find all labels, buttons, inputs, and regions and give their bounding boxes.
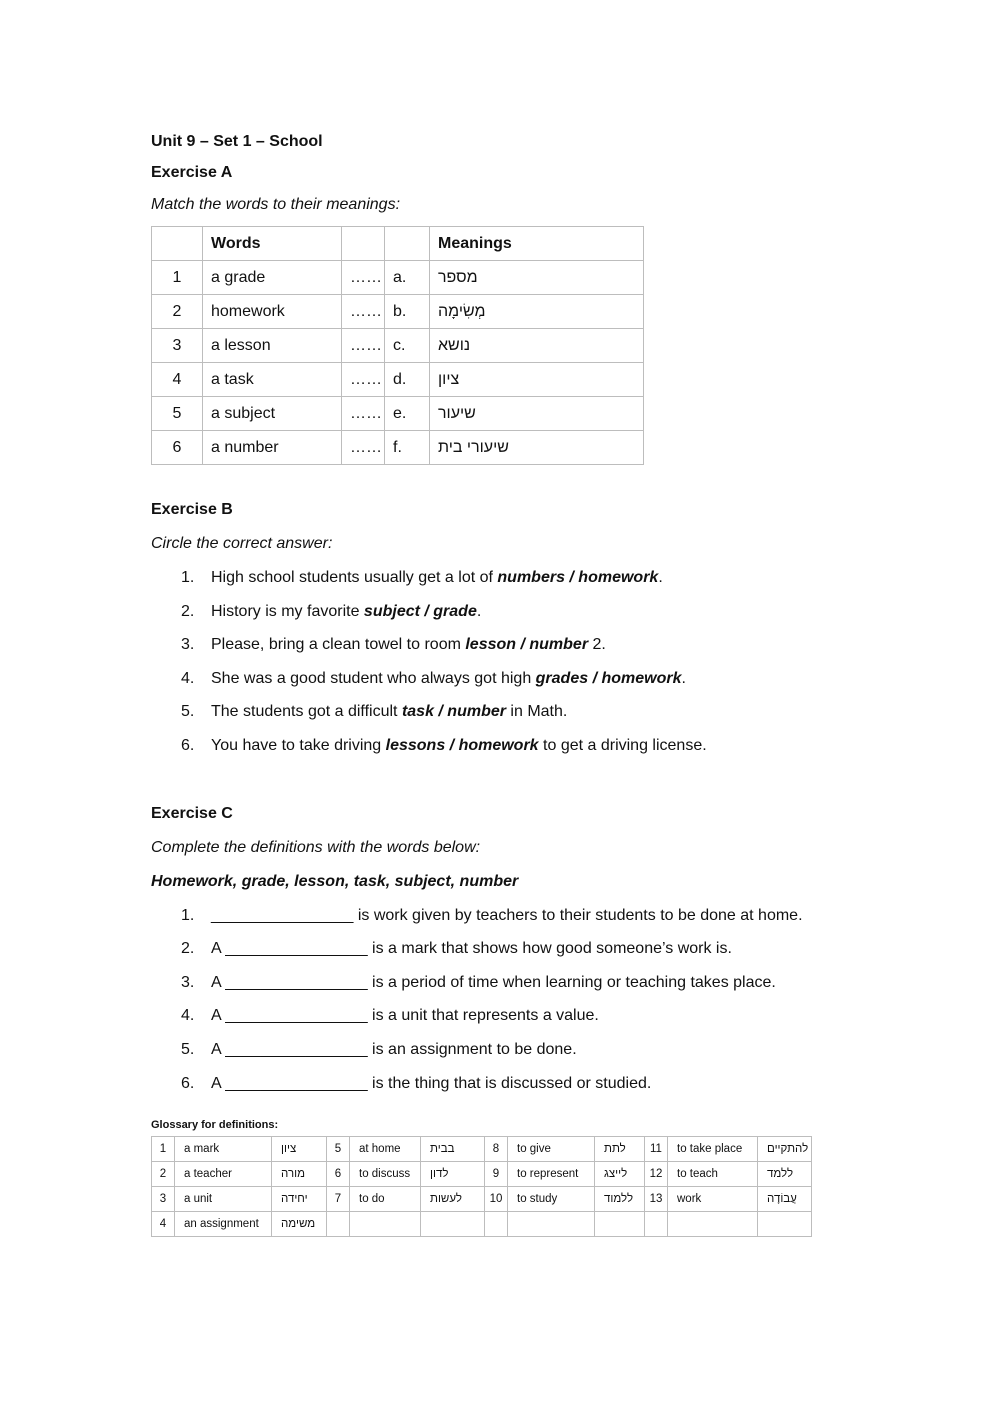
glossary-hebrew	[272, 1137, 327, 1162]
definition-text[interactable]: A ________________ is a period of time when learning or teaching takes place.	[211, 973, 776, 991]
glossary-number: 2	[152, 1162, 175, 1187]
glossary-hebrew	[421, 1212, 485, 1237]
glossary-number: 3	[152, 1187, 175, 1212]
glossary-english: to do	[350, 1187, 421, 1212]
glossary-english: work	[668, 1187, 758, 1212]
glossary-hebrew	[595, 1137, 645, 1162]
item-text-end: to get a driving license.	[538, 736, 707, 754]
glossary-hebrew	[595, 1212, 645, 1237]
row-number: 5	[152, 397, 203, 431]
header-words: Words	[203, 227, 342, 261]
row-meaning	[430, 295, 644, 329]
glossary-english: to take place	[668, 1137, 758, 1162]
answer-blank[interactable]: ……	[342, 431, 385, 465]
glossary-number: 5	[327, 1137, 350, 1162]
item-text-end: .	[681, 669, 686, 687]
meaning-text: שיעורי בית	[438, 438, 509, 456]
glossary-number: 11	[645, 1137, 668, 1162]
glossary-number	[485, 1212, 508, 1237]
row-letter: d.	[385, 363, 430, 397]
answer-options[interactable]: numbers / homework	[497, 569, 659, 586]
glossary-hebrew-text: להתקיים	[767, 1143, 809, 1156]
glossary-number: 1	[152, 1137, 175, 1162]
row-letter: a.	[385, 261, 430, 295]
item-text: History is my favorite	[211, 602, 364, 620]
header-empty-num	[152, 227, 203, 261]
glossary-hebrew	[421, 1162, 485, 1187]
glossary-hebrew	[758, 1212, 812, 1237]
item-text: The students got a difficult	[211, 703, 402, 721]
glossary-hebrew	[272, 1212, 327, 1237]
item-number: 5.	[181, 703, 195, 721]
meaning-text: מְשִׂימָה	[438, 302, 486, 320]
answer-options[interactable]: subject / grade	[363, 602, 477, 620]
answer-blank[interactable]: ……	[342, 261, 385, 295]
item-number: 3.	[181, 636, 195, 654]
matching-table	[151, 226, 644, 465]
row-word: homework	[203, 295, 342, 329]
table-row	[152, 363, 644, 397]
glossary-english	[508, 1212, 595, 1237]
row-word: a number	[203, 431, 342, 465]
glossary-hebrew-text: מורה	[281, 1168, 305, 1181]
row-letter: e.	[385, 397, 430, 431]
exercise-b-instruction: Circle the correct answer:	[151, 535, 333, 552]
glossary-hebrew-text: לדון	[430, 1168, 449, 1181]
glossary-title: Glossary for definitions:	[151, 1119, 279, 1132]
definition-text[interactable]: A ________________ is a mark that shows how good someone’s work is.	[211, 940, 732, 958]
exercise-c-instruction: Complete the definitions with the words below:	[151, 838, 481, 856]
row-number: 1	[152, 261, 203, 295]
page-title: Unit 9 – Set 1 – School	[151, 133, 323, 150]
glossary-number	[327, 1212, 350, 1237]
glossary-hebrew	[421, 1187, 485, 1212]
glossary-hebrew	[595, 1187, 645, 1212]
answer-blank[interactable]: ……	[342, 363, 385, 397]
item-number: 4.	[181, 669, 195, 687]
word-bank: Homework, grade, lesson, task, subject, number	[151, 872, 519, 890]
glossary-hebrew-text: משימה	[281, 1218, 316, 1231]
glossary-english: to discuss	[350, 1162, 421, 1187]
exercise-c-list	[151, 899, 871, 1101]
glossary-english: to represent	[508, 1162, 595, 1187]
definition-text[interactable]: ________________ is work given by teachers to their students to be done at home.	[211, 906, 803, 924]
item-number: 4.	[181, 1007, 195, 1025]
glossary-hebrew-text: ציון	[281, 1143, 297, 1156]
glossary-hebrew	[272, 1187, 327, 1212]
row-letter: f.	[385, 431, 430, 465]
list-item	[151, 1033, 871, 1067]
header-meanings: Meanings	[430, 227, 644, 261]
glossary-hebrew	[758, 1187, 812, 1212]
glossary-number: 7	[327, 1187, 350, 1212]
row-word: a grade	[203, 261, 342, 295]
answer-blank[interactable]: ……	[342, 295, 385, 329]
glossary-english: at home	[350, 1137, 421, 1162]
glossary-english: to give	[508, 1137, 595, 1162]
answer-options[interactable]: lessons / homework	[385, 736, 539, 754]
row-number: 4	[152, 363, 203, 397]
definition-text[interactable]: A ________________ is the thing that is discussed or studied.	[211, 1074, 652, 1092]
glossary-row	[152, 1162, 812, 1187]
list-item	[151, 662, 871, 696]
glossary-row	[152, 1137, 812, 1162]
item-number: 3.	[181, 973, 195, 991]
item-number: 5.	[181, 1040, 195, 1058]
glossary-table	[151, 1136, 812, 1237]
row-word: a lesson	[203, 329, 342, 363]
item-number: 2.	[181, 602, 195, 620]
glossary-hebrew	[758, 1162, 812, 1187]
glossary-hebrew-text: ללמוד	[604, 1193, 634, 1206]
table-row	[152, 431, 644, 465]
exercise-a-instruction: Match the words to their meanings:	[151, 196, 401, 213]
row-word: a subject	[203, 397, 342, 431]
glossary-hebrew-text: ללמד	[767, 1168, 794, 1181]
header-empty-letter	[385, 227, 430, 261]
glossary-hebrew-text: לעשות	[430, 1193, 463, 1206]
answer-blank[interactable]: ……	[342, 397, 385, 431]
glossary-hebrew-text: בבית	[430, 1143, 455, 1156]
row-letter: c.	[385, 329, 430, 363]
item-text: You have to take driving	[211, 736, 386, 754]
meaning-text: נושא	[438, 336, 471, 354]
glossary-number: 6	[327, 1162, 350, 1187]
meaning-text: ציון	[438, 370, 460, 388]
glossary-english	[668, 1212, 758, 1237]
item-text: High school students usually get a lot of	[211, 569, 498, 586]
row-word: a task	[203, 363, 342, 397]
row-number: 2	[152, 295, 203, 329]
list-item	[151, 932, 871, 966]
glossary-hebrew-text: לתת	[604, 1143, 626, 1156]
list-item	[151, 595, 871, 629]
header-empty-dots	[342, 227, 385, 261]
list-item	[151, 628, 871, 662]
exercise-b-heading: Exercise B	[151, 501, 233, 518]
glossary-english: an assignment	[175, 1212, 272, 1237]
glossary-number: 13	[645, 1187, 668, 1212]
glossary-number: 12	[645, 1162, 668, 1187]
glossary-number: 9	[485, 1162, 508, 1187]
row-number: 6	[152, 431, 203, 465]
row-meaning	[430, 397, 644, 431]
glossary-number	[645, 1212, 668, 1237]
glossary-english: a unit	[175, 1187, 272, 1212]
glossary-hebrew	[595, 1162, 645, 1187]
list-item	[151, 999, 871, 1033]
glossary-row	[152, 1212, 812, 1237]
row-meaning	[430, 329, 644, 363]
answer-options[interactable]: task / number	[401, 703, 506, 721]
table-row	[152, 295, 644, 329]
item-number: 1.	[181, 906, 195, 924]
exercise-b-list	[151, 561, 871, 763]
matching-header-row	[152, 227, 644, 261]
item-number: 1.	[181, 569, 195, 586]
row-meaning	[430, 261, 644, 295]
item-text-end: 2.	[588, 636, 606, 654]
answer-blank[interactable]: ……	[342, 329, 385, 363]
definition-text[interactable]: A ________________ is a unit that represents a value.	[211, 1007, 599, 1025]
item-number: 6.	[181, 736, 195, 754]
table-row	[152, 261, 644, 295]
glossary-hebrew-text: יחידה	[281, 1193, 308, 1206]
glossary-english: a teacher	[175, 1162, 272, 1187]
item-text-end: .	[476, 602, 482, 620]
glossary-hebrew	[758, 1137, 812, 1162]
exercise-c-heading: Exercise C	[151, 804, 233, 822]
row-letter: b.	[385, 295, 430, 329]
list-item	[151, 695, 871, 729]
item-text-end: in Math.	[505, 703, 568, 721]
glossary-english	[350, 1212, 421, 1237]
glossary-hebrew-text: לייצג	[604, 1168, 628, 1181]
glossary-number: 4	[152, 1212, 175, 1237]
item-text: She was a good student who always got high	[211, 669, 536, 687]
glossary-hebrew	[272, 1162, 327, 1187]
item-text-end: .	[658, 569, 663, 586]
exercise-a-heading: Exercise A	[151, 164, 233, 181]
row-meaning	[430, 431, 644, 465]
list-item	[151, 561, 871, 595]
item-number: 6.	[181, 1074, 195, 1092]
row-meaning	[430, 363, 644, 397]
table-row	[152, 329, 644, 363]
glossary-english: to teach	[668, 1162, 758, 1187]
list-item	[151, 1067, 871, 1101]
list-item	[151, 966, 871, 1000]
glossary-english: to study	[508, 1187, 595, 1212]
glossary-number: 10	[485, 1187, 508, 1212]
glossary-hebrew	[421, 1137, 485, 1162]
list-item	[151, 729, 871, 763]
worksheet	[151, 128, 871, 1237]
meaning-text: מספר	[438, 268, 478, 286]
glossary-hebrew-text: עֲבוֹדָה	[767, 1193, 797, 1206]
list-item	[151, 899, 871, 933]
glossary-number: 8	[485, 1137, 508, 1162]
table-row	[152, 397, 644, 431]
meaning-text: שיעור	[438, 404, 476, 422]
item-text: Please, bring a clean towel to room	[211, 636, 466, 654]
definition-text[interactable]: A ________________ is an assignment to be done.	[211, 1040, 577, 1058]
row-number: 3	[152, 329, 203, 363]
item-number: 2.	[181, 940, 195, 958]
glossary-english: a mark	[175, 1137, 272, 1162]
answer-options[interactable]: grades / homework	[535, 669, 682, 687]
glossary-row	[152, 1187, 812, 1212]
answer-options[interactable]: lesson / number	[465, 636, 589, 654]
